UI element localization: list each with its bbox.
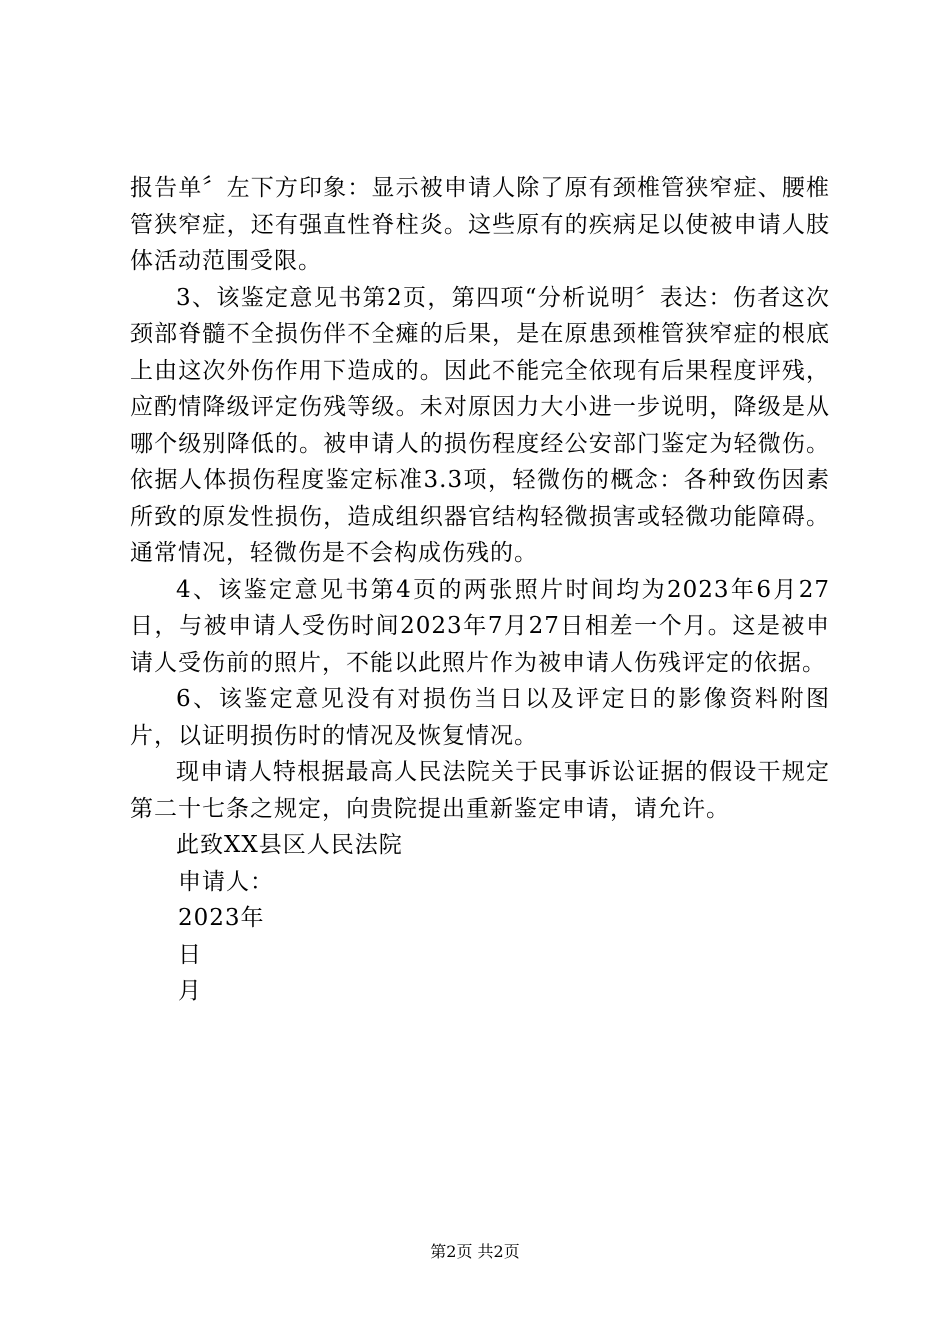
closing-year: 2023年 xyxy=(178,905,265,931)
document-body xyxy=(130,170,830,1010)
paragraph-3: 4、该鉴定意见书第4页的两张照片时间均为2023年6月27日，与被申请人受伤时间2023年7月27日相差一个月。这是被申请人受伤前的照片，不能以此照片作为被申请人伤残评定的依据。 xyxy=(130,576,830,676)
closing-applicant: 申请人： xyxy=(178,868,274,895)
closing-day: 日 xyxy=(178,941,202,968)
page-footer: 第2页 共2页 xyxy=(430,1242,520,1261)
closing-addressee: 此致XX县区人民法院 xyxy=(176,832,403,858)
paragraph-4: 6、该鉴定意见没有对损伤当日以及评定日的影像资料附图片，以证明损伤时的情况及恢复情况。 xyxy=(130,686,830,749)
paragraph-1: 报告单〞左下方印象：显示被申请人除了原有颈椎管狭窄症、腰椎管狭窄症，还有强直性脊柱炎。这些原有的疾病足以使被申请人肢体活动范围受限。 xyxy=(130,175,830,274)
closing-month: 月 xyxy=(178,978,202,1004)
paragraph-2: 3、该鉴定意见书第2页，第四项“分析说明〞表达：伤者这次颈部脊髓不全损伤伴不全瘫的后果，是在原患颈椎管狭窄症的根底上由这次外伤作用下造成的。因此不能完全依现有后果程度评残，应酌情降级评定伤残等级。未对原因力大小进一步说明，降级是从哪个级别降低的。被申请人的损伤程度经公安部门鉴定为轻微伤。依据人体损伤程度鉴定标准3.3项，轻微伤的概念：各种致伤因素所致的原发性损伤，造成组织器官结构轻微损害或轻微功能障碍。通常情况，轻微伤是不会构成伤残的。 xyxy=(130,284,830,566)
paragraph-5: 现申请人特根据最高人民法院关于民事诉讼证据的假设干规定第二十七条之规定，向贵院提出重新鉴定申请，请允许。 xyxy=(130,759,830,822)
